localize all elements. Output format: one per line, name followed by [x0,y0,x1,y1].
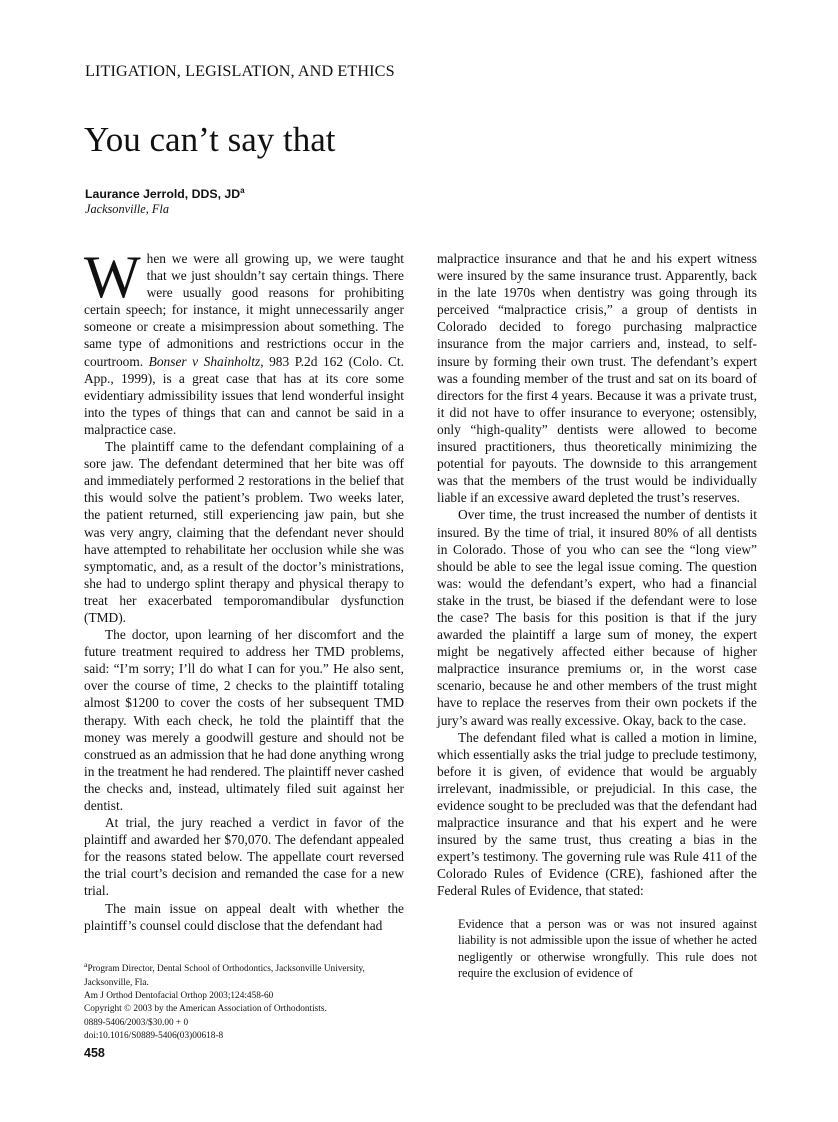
paragraph-1-text: hen we were all growing up, we were taught that we just shouldn’t say certain things. There were usually good reasons for prohibiting certain speech; for instance, it might unnecessarily anger someone or create a misimpression about something. The same type of admonitions and restrictions occur in the courtroom. [84,251,404,369]
paragraph-3: The doctor, upon learning of her discomfort and the future treatment required to address her TMD problems, said: “I’m sorry; I’ll do what I can for you.” He also sent, over the course of time, 2 checks to the plaintiff totaling almost $1200 to cover the costs of her subsequent TMD therapy. With each check, he told the plaintiff that the money was merely a goodwill gesture and should not be construed as an admission that he had done anything wrong in the treatment he had rendered. The plaintiff never cashed the checks and, instead, ultimately filed suit against her dentist. [84,627,404,813]
section-heading: LITIGATION, LEGISLATION, AND ETHICS [85,62,395,80]
paragraph-2: The plaintiff came to the defendant complaining of a sore jaw. The defendant determined that her bite was off and immediately performed 2 restorations in the belief that this would solve the patient’s problem. Two weeks later, the patient returned, still experiencing jaw pain, but she was very angry, claiming that the defendant never should have attempted to rehabilitate her occlusion while she was symptomatic, and, as a result of the doctor’s ministrations, she had to undergo splint therapy and physical therapy to treat her exacerbated temporomandibular dysfunction (TMD). [84,439,404,625]
drop-cap: W [84,244,141,310]
footnote-marker: a [84,960,88,969]
left-column [84,244,404,934]
footnotes [84,958,404,1044]
paragraph-1-rest: , 983 P.2d 162 (Colo. Ct. App., 1999), is a great case that has at its core some evidentiary admissibility issues that lend wonderful insight into the types of things that can and cannot be said in a malpractice case. [84,353,404,437]
block-quote: Evidence that a person was or was not insured against liability is not admissible upon the issue of whether he acted negligently or otherwise wrongfully. This rule does not require the exclusion of evidence of [458,916,757,981]
paragraph-7: Over time, the trust increased the number of dentists it insured. By the time of trial, it insured 80% of all dentists in Colorado. Those of you who can see the “long view” should be able to see the legal issue coming. The question was: would the defendant’s expert, who had a financial stake in the trust, be biased if the defendant were to lose the case? The basis for this position is that if the jury awarded the plaintiff a large sum of money, the expert might be negatively affected either because of higher malpractice insurance premiums or, in the worst case scenario, because he and other members of the trust might have to replace the reserves from their own pockets if the jury’s award was really excessive. Okay, back to the case. [437,507,757,728]
footnote-line-2: Jacksonville, Fla. [84,977,149,988]
author-affiliation: Jacksonville, Fla [85,202,169,216]
footnote-issn: 0889-5406/2003/$30.00 + 0 [84,1017,189,1028]
author-superscript: a [240,186,245,195]
paragraph-4: At trial, the jury reached a verdict in favor of the plaintiff and awarded her $70,070. The defendant appealed for the reasons stated below. The appellate court reversed the trial court’s decision and remanded the case for a new trial. [84,815,404,899]
right-column [437,250,757,982]
footnote-affiliation [84,958,404,977]
footnote-copyright: Copyright © 2003 by the American Association of Orthodontists. [84,1004,327,1015]
author-name [85,186,245,201]
paragraph-1 [84,244,404,438]
page-number: 458 [84,1046,105,1060]
paragraph-8: The defendant filed what is called a motion in limine, which essentially asks the trial judge to preclude testimony, before it is given, of evidence that would be arguably irrelevant, inadmissible, or prejudicial. In this case, the evidence sought to be precluded was that the defendant had malpractice insurance and that his expert and he were insured by the same trust, thus creating a bias in the expert’s testimony. The governing rule was Rule 411 of the Colorado Rules of Evidence (CRE), fashioned after the Federal Rules of Evidence, that stated: [437,729,757,899]
footnote-line-1: Program Director, Dental School of Orthodontics, Jacksonville University, [87,964,365,975]
paragraph-5: The main issue on appeal dealt with whether the plaintiff’s counsel could disclose that the defendant had [84,900,404,933]
author-name-text: Laurance Jerrold, DDS, JD [85,187,241,202]
footnote-doi: doi:10.1016/S0889-5406(03)00618-8 [84,1031,224,1042]
case-name: Bonser v Shainholtz [148,353,261,369]
footnote-citation: Am J Orthod Dentofacial Orthop 2003;124:458-60 [84,990,274,1001]
article-title: You can’t say that [84,120,336,159]
paragraph-6: malpractice insurance and that he and his expert witness were insured by the same insurance trust. Apparently, back in the late 1970s when dentistry was going through its perceived “malpractice crisis,” a group of dentists in Colorado decided to forego purchasing malpractice insurance from the major carriers and, instead, to self-insure by forming their own trust. The defendant’s expert was a founding member of the trust and sat on its board of directors for the first 4 years. Because it was a private trust, it did not have to offer insurance to everyone; ostensibly, only “high-quality” dentists were allowed to become insured practitioners, thus theoretically minimizing the potential for payouts. The downside to this arrangement was that the members of the trust would be individually liable if an excessive award depleted the trust’s reserves. [437,251,757,506]
